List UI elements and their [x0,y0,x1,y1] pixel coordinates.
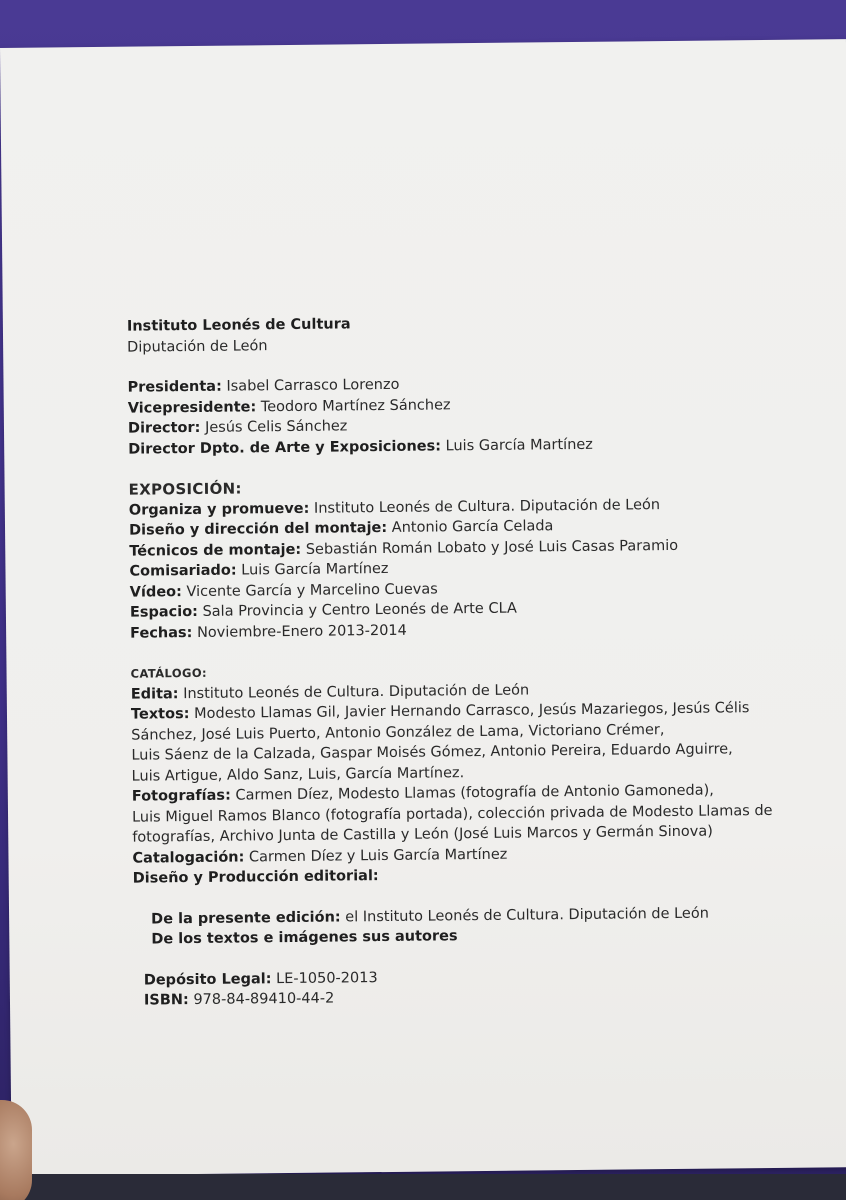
catalogo-continuation: Sánchez, José Luis Puerto, Antonio González de Lama, Victoriano Crémer, [131,721,665,744]
official-label: Vicepresidente: [127,398,257,417]
finger-thumb [0,1100,32,1200]
exposicion-value: Instituto Leonés de Cultura. Diputación de León [313,496,661,517]
book-bottom-edge [0,1174,846,1200]
legal-label: Depósito Legal: [143,970,272,989]
catalogo-value: Carmen Díez y Luis García Martínez [248,846,508,865]
catalogo-diseno: Diseño y Producción editorial: [132,868,379,887]
exposicion-label: Espacio: [129,603,199,621]
official-value: Teodoro Martínez Sánchez [260,396,451,415]
rights-textos: De los textos e imágenes sus autores [151,928,458,948]
legal-label: ISBN: [143,992,189,1009]
official-label: Director Dpto. de Arte y Exposiciones: [128,437,442,458]
exposicion-label: Fechas: [130,624,193,642]
institute-subtitle: Diputación de León [127,337,268,356]
rights-value: el Instituto Leonés de Cultura. Diputación de León [345,905,709,925]
book-page [0,39,846,1176]
catalogo-value: Instituto Leonés de Cultura. Diputación de León [183,681,530,702]
official-value: Jesús Celis Sánchez [204,418,348,436]
exposicion-value: Vicente García y Marcelino Cuevas [186,580,438,600]
exposicion-value: Sala Provincia y Centro Leonés de Arte CLA [202,600,517,620]
exposicion-heading: EXPOSICIÓN: [128,479,242,499]
catalogo-value: Carmen Díez, Modesto Llamas (fotografía de Antonio Gamoneda), [235,782,714,804]
exposicion-label: Organiza y promueve: [128,500,310,519]
catalogo-label: Fotografías: [131,787,231,805]
catalogo-label: Edita: [130,685,179,703]
exposicion-label: Técnicos de montaje: [129,541,302,560]
official-label: Director: [127,419,201,437]
catalogo-continuation: fotografías, Archivo Junta de Castilla y León (José Luis Marcos y Germán Sinova) [132,823,713,846]
exposicion-label: Vídeo: [129,583,182,601]
catalogo-heading: CATÁLOGO: [130,665,208,681]
exposicion-label: Comisariado: [129,562,237,580]
legal-value: LE-1050-2013 [276,969,378,987]
official-value: Luis García Martínez [445,436,593,454]
rights-label: De la presente edición: [151,908,341,927]
catalogo-continuation: Luis Miguel Ramos Blanco (fotografía portada), colección privada de Modesto Llamas de [131,802,773,826]
catalogo-label: Catalogación: [132,848,245,867]
catalogo-continuation: Luis Sáenz de la Calzada, Gaspar Moisés Gómez, Antonio Pereira, Eduardo Aguirre, [131,741,733,764]
exposicion-value: Sebastián Román Lobato y José Luis Casas Paramio [305,537,679,558]
catalogo-value: Modesto Llamas Gil, Javier Hernando Carrasco, Jesús Mazariegos, Jesús Célis [193,700,750,723]
exposicion-value: Noviembre-Enero 2013-2014 [196,622,407,641]
institute-title: Instituto Leonés de Cultura [126,316,351,335]
official-value: Isabel Carrasco Lorenzo [226,376,400,395]
exposicion-label: Diseño y dirección del montaje: [128,519,388,539]
official-label: Presidenta: [127,378,222,396]
legal-value: 978-84-89410-44-2 [193,990,335,1009]
exposicion-value: Luis García Martínez [241,560,389,579]
exposicion-value: Antonio García Celada [391,518,554,536]
catalogo-continuation: Luis Artigue, Aldo Sanz, Luis, García Martínez. [131,764,465,785]
credits-block [127,310,784,1011]
catalogo-label: Textos: [130,706,190,723]
